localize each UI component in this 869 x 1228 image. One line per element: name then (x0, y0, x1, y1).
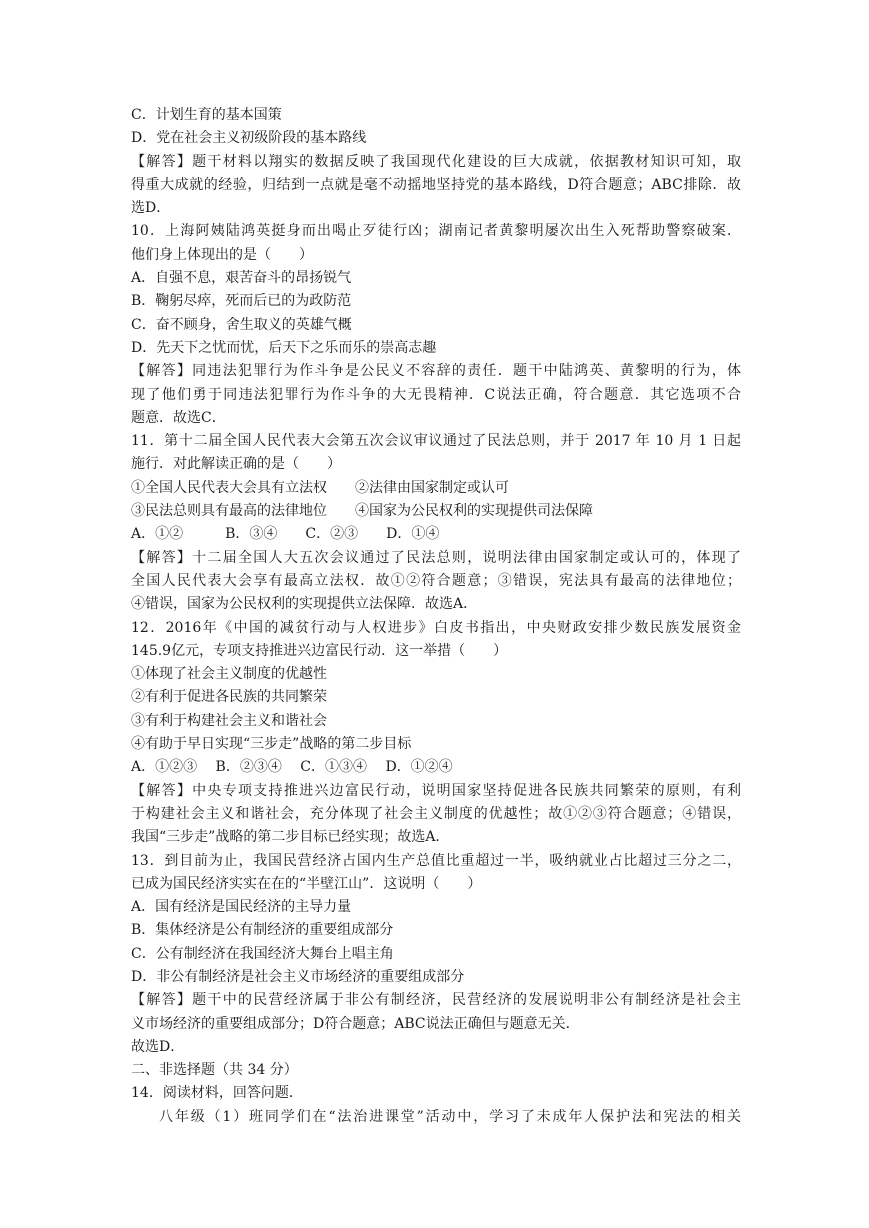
text-line: 八年级（1）班同学们在“法治进课堂”活动中，学习了未成年人保护法和宪法的相关 (159, 1108, 741, 1125)
text-line: D．非公有制经济是社会主义市场经济的重要组成部分 (131, 968, 465, 985)
text-line: 得重大成就的经验，归结到一点就是毫不动摇地坚持党的基本路线，D符合题意；ABC排除．故 (131, 176, 741, 193)
text-line: ②有利于促进各民族的共同繁荣 (131, 689, 327, 706)
text-line: 145.9亿元，专项支持推进兴边富民行动．这一举措（ ） (131, 642, 508, 659)
text-line: ④有助于早日实现“三步走”战略的第二步目标 (131, 736, 412, 753)
text-line: 【解答】同违法犯罪行为作斗争是公民义不容辞的责任．题干中陆鸿英、黄黎明的行为，体 (131, 363, 741, 380)
text-line: 14．阅读材料，回答问题． (131, 1085, 303, 1102)
document-page (131, 104, 741, 1129)
text-line: D．党在社会主义初级阶段的基本路线 (131, 130, 367, 147)
text-line: ③民法总则具有最高的法律地位 ④国家为公民权利的实现提供司法保障 (131, 503, 593, 520)
text-line: C．公有制经济在我国经济大舞台上唱主角 (131, 945, 394, 962)
text-line: 我国“三步走”战略的第二步目标已经实现；故选A． (131, 829, 450, 846)
text-line: A．①② B．③④ C．②③ D．①④ (131, 526, 440, 543)
text-line: 故选D． (131, 1038, 185, 1055)
text-line: 施行．对此解读正确的是（ ） (131, 456, 341, 473)
text-line: 10．上海阿姨陆鸿英挺身而出喝止歹徒行凶；湖南记者黄黎明屡次出生入死帮助警察破案． (131, 223, 741, 240)
text-line: 全国人民代表大会享有最高立法权．故①②符合题意；③错误，宪法具有最高的法律地位； (131, 572, 741, 589)
text-line: B．集体经济是公有制经济的重要组成部分 (131, 922, 394, 939)
text-line: 已成为国民经济实实在在的“半壁江山”．这说明（ ） (131, 875, 482, 892)
text-line: 选D． (131, 200, 171, 217)
text-line: 【解答】题干中的民营经济属于非公有制经济，民营经济的发展说明非公有制经济是社会主 (131, 992, 741, 1009)
text-line: 于构建社会主义和谐社会，充分体现了社会主义制度的优越性；故①②③符合题意；④错误， (131, 805, 741, 822)
text-line: D．先天下之忧而忧，后天下之乐而乐的崇高志趣 (131, 339, 437, 356)
text-line: 现了他们勇于同违法犯罪行为作斗争的大无畏精神．C说法正确，符合题意．其它选项不合 (131, 386, 741, 403)
text-line: 【解答】十二届全国人大五次会议通过了民法总则，说明法律由国家制定或认可的，体现了 (131, 549, 741, 566)
text-line: ①体现了社会主义制度的优越性 (131, 666, 327, 683)
text-line: 12．2016年《中国的减贫行动与人权进步》白皮书指出，中央财政安排少数民族发展资金 (131, 619, 741, 636)
text-line: 【解答】中央专项支持推进兴边富民行动，说明国家坚持促进各民族共同繁荣的原则，有利 (131, 782, 741, 799)
text-line: 【解答】题干材料以翔实的数据反映了我国现代化建设的巨大成就，依据教材知识可知，取 (131, 153, 741, 170)
text-line: C．奋不顾身，舍生取义的英雄气概 (131, 316, 352, 333)
text-line: A．①②③ B．②③④ C．①③④ D．①②④ (131, 759, 453, 776)
text-line: ④错误，国家为公民权利的实现提供立法保障．故选A． (131, 596, 478, 613)
text-line: ①全国人民代表大会具有立法权 ②法律由国家制定或认可 (131, 479, 509, 496)
text-line: 义市场经济的重要组成部分；D符合题意；ABC说法正确但与题意无关． (131, 1015, 580, 1032)
text-line: 11．第十二届全国人民代表大会第五次会议审议通过了民法总则，并于 2017 年 10 月 1 日起 (131, 433, 741, 450)
text-line: A．自强不息，艰苦奋斗的昂扬锐气 (131, 270, 352, 287)
text-line: 13．到目前为止，我国民营经济占国内生产总值比重超过一半，吸纳就业占比超过三分之二， (131, 852, 741, 869)
text-line: C．计划生育的基本国策 (131, 107, 282, 123)
text-line: B．鞠躬尽瘁，死而后已的为政防范 (131, 293, 352, 310)
text-line: 题意．故选C． (131, 409, 226, 426)
text-line: ③有利于构建社会主义和谐社会 (131, 712, 327, 729)
text-line: 他们身上体现出的是（ ） (131, 246, 313, 263)
text-line: 二、非选择题（共 34 分） (131, 1062, 298, 1079)
text-line: A．国有经济是国民经济的主导力量 (131, 899, 352, 916)
